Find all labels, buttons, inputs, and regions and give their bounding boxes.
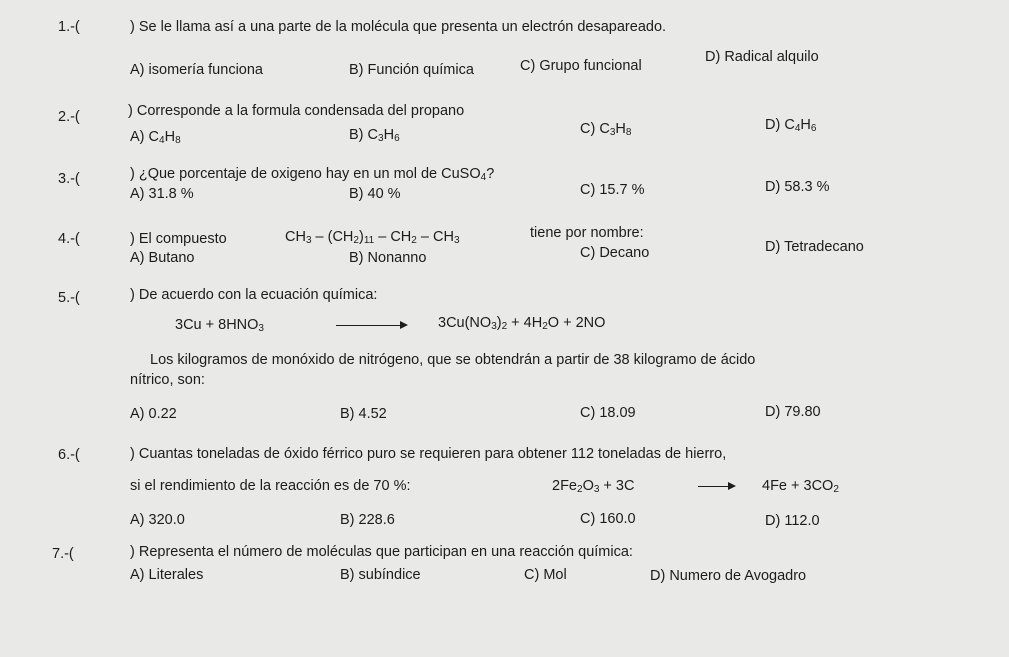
q2-option-d[interactable]: D) $C_4H_6$ <box>765 117 817 134</box>
q6-option-d[interactable]: D) 112.0 <box>765 513 820 529</box>
q5-reactants: $3Cu + 8HNO_3$ <box>175 317 264 334</box>
q5-reaction-arrow <box>336 325 406 326</box>
q4-number: 4.-( <box>58 231 80 247</box>
q5-text-line1: Los kilogramos de monóxido de nitrógeno, que se obtendrán a partir de 38 kilogramo de ácido <box>150 352 756 368</box>
q4-option-c[interactable]: C) Decano <box>580 245 650 261</box>
q5-stem: ) De acuerdo con la ecuación química: <box>130 287 378 303</box>
q7-stem: ) Representa el número de moléculas que participan en una reacción química: <box>130 544 633 560</box>
q4-option-b[interactable]: B) Nonanno <box>349 250 427 266</box>
q7-number: 7.-( <box>52 546 74 562</box>
q5-option-a[interactable]: A) 0.22 <box>130 406 177 422</box>
q5-option-d[interactable]: D) 79.80 <box>765 404 821 420</box>
q6-line2: si el rendimiento de la reacción es de 70 %: <box>130 478 411 494</box>
q3-option-a[interactable]: A) 31.8 % <box>130 186 194 202</box>
q2-option-c[interactable]: C) $C_3H_8$ <box>580 121 632 138</box>
q7-option-c[interactable]: C) Mol <box>524 567 567 583</box>
q3-option-d[interactable]: D) 58.3 % <box>765 179 830 195</box>
q5-text-line2: nítrico, son: <box>130 372 205 388</box>
q2-option-a[interactable]: A) $C_4H_8$ <box>130 129 181 146</box>
q2-stem: ) Corresponde a la formula condensada del propano <box>128 103 465 119</box>
q5-option-c[interactable]: C) 18.09 <box>580 405 636 421</box>
q4-stem: ) El compuesto <box>130 231 227 247</box>
q1-stem: ) Se le llama así a una parte de la molécula que presenta un electrón desapareado. <box>130 19 667 35</box>
q6-products: $4Fe + 3CO_2$ <box>762 478 839 495</box>
q6-reactants: $2Fe_2O_3 + 3C$ <box>552 478 635 495</box>
q7-option-a[interactable]: A) Literales <box>130 567 204 583</box>
q2-option-b[interactable]: B) $C_3H_6$ <box>349 127 400 144</box>
q3-number: 3.-( <box>58 171 80 187</box>
q3-option-b[interactable]: B) 40 % <box>349 186 401 202</box>
q5-option-b[interactable]: B) 4.52 <box>340 406 387 422</box>
q1-option-a[interactable]: A) isomería funciona <box>130 62 263 78</box>
q6-option-c[interactable]: C) 160.0 <box>580 511 636 527</box>
q6-stem: ) Cuantas toneladas de óxido férrico puro se requieren para obtener 112 toneladas de hierro, <box>130 446 727 462</box>
q7-option-b[interactable]: B) subíndice <box>340 567 421 583</box>
q1-option-b[interactable]: B) Función química <box>349 62 474 78</box>
q4-stem-tail: tiene por nombre: <box>530 225 644 241</box>
q6-option-a[interactable]: A) 320.0 <box>130 512 185 528</box>
q3-option-c[interactable]: C) 15.7 % <box>580 182 645 198</box>
q4-option-d[interactable]: D) Tetradecano <box>765 239 864 255</box>
q6-number: 6.-( <box>58 447 80 463</box>
q3-stem: ) ¿Que porcentaje de oxigeno hay en un mol de CuSO$_4$? <box>130 166 495 183</box>
q5-number: 5.-( <box>58 290 80 306</box>
q6-reaction-arrow <box>698 486 734 487</box>
q4-option-a[interactable]: A) Butano <box>130 250 195 266</box>
q7-option-d[interactable]: D) Numero de Avogadro <box>650 568 807 584</box>
q1-option-d[interactable]: D) Radical alquilo <box>705 49 819 65</box>
q1-number: 1.-( <box>58 19 80 35</box>
q5-products: $3Cu(NO_3)_2 + 4H_2O + 2NO$ <box>438 315 606 332</box>
q2-number: 2.-( <box>58 109 80 125</box>
q4-compound-formula: $CH_3 - (CH_2)_{11} - CH_2 - CH_3$ <box>285 229 460 246</box>
q6-option-b[interactable]: B) 228.6 <box>340 512 395 528</box>
q1-option-c[interactable]: C) Grupo funcional <box>520 58 642 74</box>
